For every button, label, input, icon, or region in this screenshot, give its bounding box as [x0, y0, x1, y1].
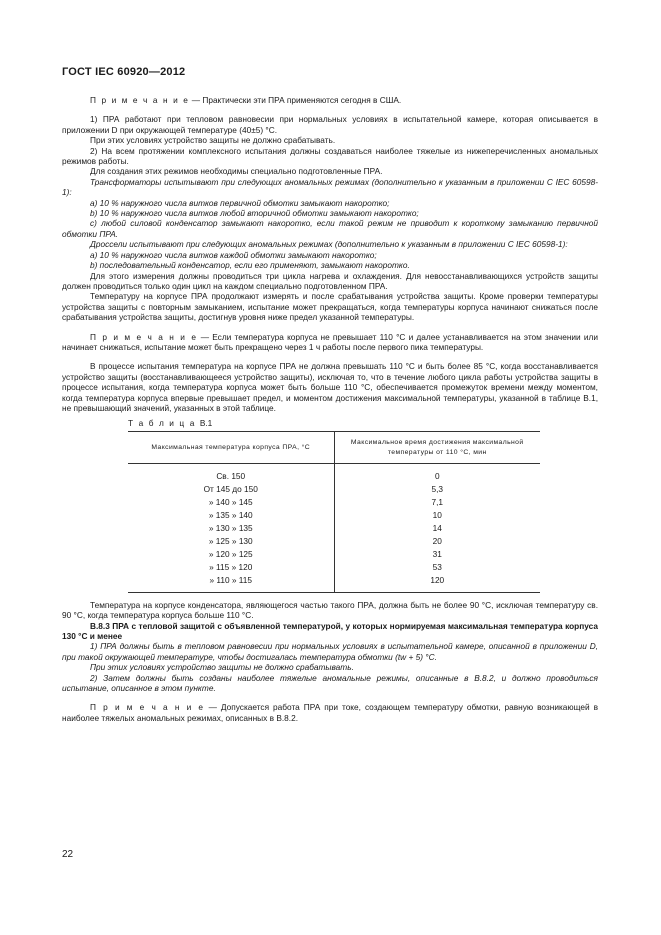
- table-cell: 5,3: [431, 483, 444, 494]
- note-1: [62, 95, 598, 105]
- italic-paragraph: При этих условиях устройство защиты не должно срабатывать.: [90, 662, 354, 673]
- paragraph: 1) ПРА работают при тепловом равновесии при нормальных условиях в испытательной камере, которая описывается в приложении D при окружающей температуре (40±5) °С.: [62, 114, 598, 135]
- document-header: ГОСТ IEC 60920—2012: [62, 66, 186, 78]
- table-row: [128, 463, 540, 483]
- table-cell: 7,1: [431, 496, 444, 507]
- table-caption-prefix: Т а б л и ц а: [128, 418, 200, 429]
- note-text: — Допускается работа ПРА при токе, создающем температуру обмотки, равную возникающей в наиболее тяжелых аномальных режимах, описанных в В.8.2.: [62, 702, 598, 723]
- paragraph: Для этого измерения должны проводиться три цикла нагрева и охлаждения. Для невосстанавливающихся устройств защиты должен проводиться только один цикл на каждом специально подготовленном ПРА.: [62, 270, 598, 291]
- table-row: [128, 496, 540, 509]
- table-cell: 10: [432, 509, 442, 520]
- paragraph: 2) На всем протяжении комплексного испытания должны создаваться наиболее тяжелые из нижеперечисленных аномальных режимов работы.: [62, 145, 598, 167]
- table-cell: » 125 » 130: [128, 535, 334, 548]
- table-cell: 0: [434, 470, 440, 481]
- table-cell: 120: [334, 574, 540, 593]
- paragraph: Температуру на корпусе ПРА продолжают измерять и после срабатывания устройства защиты. Кроме проверки температуры устройства защиты с повторным замыканием, испытание может прекращаться, когда температуры корпуса начинают снижаться после срабатывания устройства защиты, достигнув уровня ниже предел указанной температуры.: [62, 291, 598, 323]
- italic-list-item: 1) ПРА должны быть в тепловом равновесии при нормальных условиях в испытательной камере, описанной в приложении D, при такой окружающей температуре, чтобы достигалась температура обмотки (tw + 5) °С.: [62, 641, 598, 662]
- page-number: 22: [62, 849, 74, 860]
- table-cell: 20: [432, 535, 442, 546]
- paragraph: Для создания этих режимов необходимы специально подготовленные ПРА.: [90, 166, 383, 177]
- table-caption: [128, 418, 598, 428]
- table-row: [128, 483, 540, 496]
- table-row: [128, 561, 540, 574]
- table-cell: » 110 » 115: [128, 574, 334, 593]
- table-header: Максимальная температура корпуса ПРА, °С: [128, 431, 334, 463]
- table-cell: » 115 » 120: [128, 561, 334, 574]
- document-body: [62, 95, 598, 723]
- note-text: — Практически эти ПРА применяются сегодня в США.: [189, 95, 402, 105]
- table-cell: Св. 150: [128, 463, 334, 483]
- table-row: [128, 509, 540, 522]
- italic-list-item: a) 10 % наружного числа витков каждой обмотки замыкают накоротко;: [90, 249, 377, 260]
- paragraph: При этих условиях устройство защиты не должно срабатывать.: [90, 135, 336, 146]
- note-label: П р и м е ч а н и е: [90, 702, 205, 713]
- section-heading: В.8.3 ПРА с тепловой защитой с объявленной температурой, у которых нормируемая максимальная температура корпуса 130 °С и менее: [62, 620, 598, 641]
- note-text: — Если температура корпуса не превышает 110 °С и далее устанавливается на этом значении или начинает снижаться, испытание может быть прекращено через 1 ч работы после первого пика температуры.: [62, 331, 598, 352]
- table-row: [128, 548, 540, 561]
- table-header: Максимальное время достижения максимальной температуры от 110 °С, мин: [334, 431, 540, 463]
- note-label: П р и м е ч а н и е: [90, 331, 198, 342]
- paragraph: Температура на корпусе конденсатора, являющегося частью такого ПРА, должна быть не более 90 °С, исключая температуру св. 90 °С, когда температура корпуса больше 110 °С.: [62, 599, 598, 621]
- note-3: [62, 702, 598, 723]
- italic-list-item: 2) Затем должны быть созданы наиболее тяжелые аномальные режимы, описанные в В.8.2, и должно проводиться испытание, описанное в этом пункте.: [62, 672, 598, 694]
- table-row: [128, 535, 540, 548]
- table-cell: » 130 » 135: [128, 522, 334, 535]
- table-cell: » 135 » 140: [128, 509, 334, 522]
- italic-list-item: b) 10 % наружного числа витков любой вторичной обмотки замыкают накоротко;: [90, 208, 419, 219]
- table-cell: » 140 » 145: [128, 496, 334, 509]
- table-cell: 14: [432, 522, 442, 533]
- table-cell: От 145 до 150: [128, 483, 334, 496]
- table-row: [128, 574, 540, 593]
- italic-list-item: a) 10 % наружного числа витков первичной обмотки замыкают накоротко;: [90, 197, 390, 208]
- italic-paragraph: Дроссели испытывают при следующих аномальных режимах (дополнительно к указанным в приложении С IEC 60598-1):: [90, 239, 568, 250]
- note-2: [62, 332, 598, 353]
- table-cell: » 120 » 125: [128, 548, 334, 561]
- table-row: [128, 522, 540, 535]
- paragraph: В процессе испытания температура на корпусе ПРА не должна превышать 110 °С и быть более 85 °С, когда восстанавливается устройство защиты (восстанавливающееся устройство защиты), исключая то, что в течение любого цикла работы устройства защиты в процессе испытания, когда температура корпуса может быть больше 110 °С, обеспечивается промежуток времени между моментом, когда температура корпуса впервые превышает предел, и моментом достижения максимальной температуры, указанной в таблице В.1, не превышающий значений, указанных в этой таблице.: [62, 361, 598, 413]
- italic-list-item: c) любой силовой конденсатор замыкают накоротко, если такой режим не приводит к короткому замыканию первичной обмотки ПРА.: [62, 218, 598, 239]
- italic-paragraph: Трансформаторы испытывают при следующих аномальных режимах (дополнительно к указанным в приложении С IEC 60598-1):: [62, 176, 598, 198]
- table-caption-id: В.1: [199, 418, 213, 429]
- data-table: [128, 431, 540, 593]
- table-cell: 31: [432, 548, 442, 559]
- note-label: П р и м е ч а н и е: [90, 95, 190, 105]
- italic-list-item: b) последовательный конденсатор, если его применяют, замыкают накоротко.: [90, 260, 410, 271]
- table-cell: 53: [432, 561, 442, 572]
